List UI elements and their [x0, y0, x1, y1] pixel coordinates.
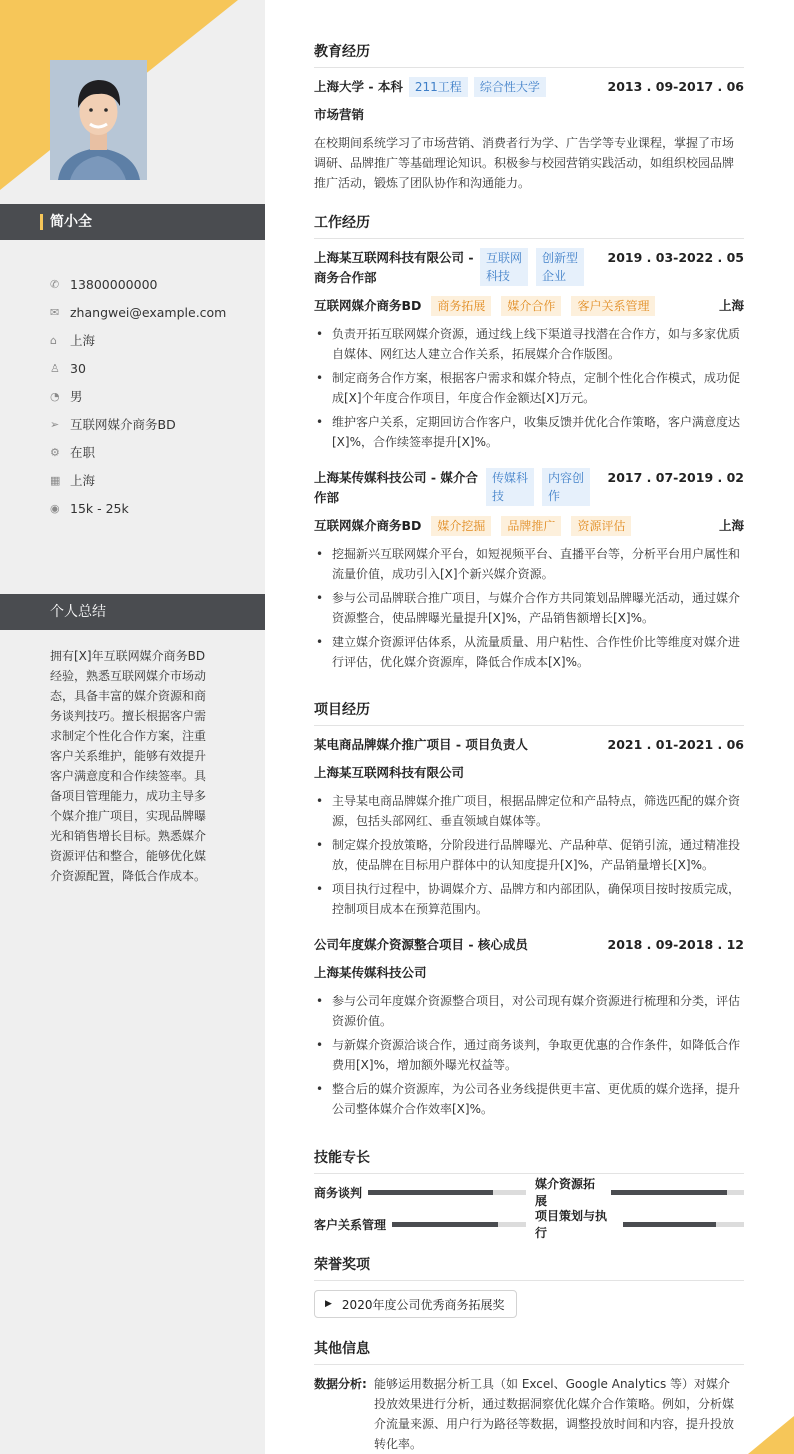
education-header — [314, 77, 744, 97]
info-gender — [50, 382, 250, 410]
contact-info-list — [50, 270, 250, 522]
info-target-city — [50, 466, 250, 494]
project-bullet: • 参与公司年度媒介资源整合项目，对公司现有媒介资源进行梳理和分类，评估资源价值。 — [314, 991, 744, 1031]
info-location — [50, 326, 250, 354]
company-tag — [480, 248, 528, 286]
skill-name: 媒介资源拓展 — [535, 1177, 596, 1208]
project-bullet: • 制定媒介投放策略，分阶段进行品牌曝光、产品种草、促销引流，通过精准投放，使品牌在目标用户群体中的认知度提升[X]%，产品销量增长[X]%。 — [314, 835, 744, 875]
job-role: 互联网媒介商务BD — [314, 518, 422, 533]
candidate-name: 简小全 — [50, 214, 92, 230]
skill-name: 商务谈判 — [314, 1185, 363, 1200]
tag-line: 内容创 — [548, 471, 585, 485]
info-text: zhangwei@example.com — [70, 304, 227, 320]
avatar — [50, 60, 147, 180]
name-bar — [0, 204, 265, 240]
info-email — [50, 298, 250, 326]
project-date: 2018 . 09-2018 . 12 — [607, 937, 744, 952]
major: 市场营销 — [314, 107, 365, 122]
school-tag: 综合性大学 — [474, 77, 546, 97]
sidebar — [0, 0, 265, 1454]
skill-bar — [368, 1190, 526, 1195]
age-icon: ♙ — [50, 361, 60, 375]
info-text: 男 — [70, 389, 83, 404]
summary-title: 个人总结 — [50, 604, 106, 620]
summary-title-bar — [0, 594, 265, 630]
other-text: 能够运用数据分析工具（如 Excel、Google Analytics 等）对媒介投放效果进行分析，通过数据洞察优化媒介合作策略。例如，分析媒介流量来源、用户行为路径等数据，调整投放时间和内容，提升投放转化率。 — [374, 1377, 735, 1451]
company-line: 上海某传媒科技公司 - 媒介合 — [314, 470, 478, 485]
job-header — [314, 248, 744, 288]
project-bullet: • 主导某电商品牌媒介推广项目，根据品牌定位和产品特点，筛选匹配的媒介资源，包括头部网红、垂直领域自媒体等。 — [314, 791, 744, 831]
company-tag — [486, 468, 534, 506]
tag-line: 企业 — [542, 269, 567, 283]
company-tag — [542, 468, 590, 506]
job-bullet: • 制定商务合作方案，根据客户需求和媒介特点，定制个性化合作模式，成功促成[X]个年度合作项目，年度合作金额达[X]万元。 — [314, 368, 744, 408]
building-icon: ▦ — [50, 473, 61, 487]
skill-tag: 资源评估 — [571, 516, 631, 536]
skill-bar-fill — [611, 1190, 726, 1195]
skill-item — [314, 1183, 526, 1201]
tag-line: 作 — [548, 489, 561, 503]
info-age — [50, 354, 250, 382]
job-bullet: • 建立媒介资源评估体系，从流量质量、用户粘性、合作性价比等维度对媒介进行评估，优化媒介资源库，降低合作成本[X]%。 — [314, 632, 744, 672]
company-line: 作部 — [314, 490, 340, 505]
mail-icon: ✉ — [50, 305, 60, 319]
award-item — [314, 1290, 517, 1318]
project-company: 上海某互联网科技有限公司 — [314, 765, 465, 780]
corner-decoration-bottom — [748, 1416, 794, 1454]
project-bullet: • 项目执行过程中，协调媒介方、品牌方和内部团队，确保项目按时按质完成，控制项目成本在预算范围内。 — [314, 879, 744, 919]
tag-line: 科技 — [486, 269, 511, 283]
project-date: 2021 . 01-2021 . 06 — [607, 737, 744, 752]
education-desc: 在校期间系统学习了市场营销、消费者行为学、广告学等专业课程，掌握了市场调研、品牌推广等基础理论知识。积极参与校园营销实践活动，如组织校园品牌推广活动，锻炼了团队协作和沟通能力。 — [314, 136, 735, 190]
info-text: 上海 — [70, 333, 96, 348]
skill-tag: 品牌推广 — [501, 516, 561, 536]
info-status — [50, 438, 250, 466]
project-company: 上海某传媒科技公司 — [314, 965, 427, 980]
job-bullet: • 参与公司品牌联合推广项目，与媒介合作方共同策划品牌曝光活动，通过媒介资源整合，使品牌曝光量提升[X]%，产品销售额增长[X]%。 — [314, 588, 744, 628]
school-tag: 211工程 — [409, 77, 468, 97]
job-bullet: • 负责开拓互联网媒介资源，通过线上线下渠道寻找潜在合作方，如与多家优质自媒体、网红达人建立合作关系，拓展媒介合作版图。 — [314, 324, 744, 364]
phone-icon: ✆ — [50, 277, 60, 291]
other-title: 其他信息 — [314, 1338, 744, 1365]
job-bullet: • 维护客户关系，定期回访合作客户，收集反馈并优化合作策略，客户满意度达[X]%，合作续签率提升[X]%。 — [314, 412, 744, 452]
skill-bar-fill — [368, 1190, 493, 1195]
education-date: 2013 . 09-2017 . 06 — [607, 79, 744, 94]
tag-line: 创新型 — [542, 251, 579, 265]
company-tag — [536, 248, 584, 286]
skills-title: 技能专长 — [314, 1147, 744, 1174]
project-name: 某电商品牌媒介推广项目 - 项目负责人 — [314, 737, 528, 752]
project-header — [314, 735, 744, 755]
tag-line: 传媒科 — [492, 471, 529, 485]
job-role: 互联网媒介商务BD — [314, 298, 422, 313]
skill-item — [535, 1177, 744, 1208]
tag-line: 技 — [492, 489, 505, 503]
info-text: 15k - 25k — [70, 500, 129, 516]
skill-tag: 媒介合作 — [501, 296, 561, 316]
awards-title: 荣誉奖项 — [314, 1254, 744, 1281]
job-company — [314, 468, 478, 508]
skill-tag: 商务拓展 — [431, 296, 491, 316]
info-text: 在职 — [70, 445, 96, 460]
school-name: 上海大学 - 本科 — [314, 79, 403, 94]
company-line: 上海某互联网科技有限公司 - — [314, 250, 474, 265]
play-triangle-icon: ▶ — [325, 1299, 332, 1309]
job-date: 2019 . 03-2022 . 05 — [607, 250, 744, 265]
skill-item — [314, 1215, 526, 1233]
tag-line: 互联网 — [486, 251, 523, 265]
job-role-row — [314, 296, 744, 316]
home-icon: ⌂ — [50, 333, 57, 347]
skill-bar — [623, 1222, 744, 1227]
skill-tag: 客户关系管理 — [571, 296, 655, 316]
project-name: 公司年度媒介资源整合项目 - 核心成员 — [314, 937, 528, 952]
gender-icon: ◔ — [50, 389, 60, 403]
job-company — [314, 248, 474, 288]
send-icon: ➢ — [50, 417, 60, 431]
info-salary — [50, 494, 250, 522]
job-bullet: • 挖掘新兴互联网媒介平台，如短视频平台、直播平台等，分析平台用户属性和流量价值，成功引入[X]个新兴媒介资源。 — [314, 544, 744, 584]
info-text: 13800000000 — [70, 276, 158, 292]
job-role-row — [314, 516, 744, 536]
info-text: 30 — [70, 360, 86, 376]
skill-bar — [611, 1190, 744, 1195]
skill-name: 客户关系管理 — [314, 1217, 387, 1232]
company-line: 商务合作部 — [314, 270, 377, 285]
skill-bar-fill — [392, 1222, 498, 1227]
skill-bar-fill — [623, 1222, 716, 1227]
status-icon: ⚙ — [50, 445, 60, 459]
skill-tag: 媒介挖掘 — [431, 516, 491, 536]
job-city: 上海 — [718, 298, 744, 313]
info-phone — [50, 270, 250, 298]
job-date: 2017 . 07-2019 . 02 — [607, 470, 744, 485]
skill-bar — [392, 1222, 526, 1227]
info-text: 上海 — [70, 473, 96, 488]
award-text: 2020年度公司优秀商务拓展奖 — [341, 1297, 505, 1312]
job-city: 上海 — [718, 518, 744, 533]
project-header — [314, 935, 744, 955]
job-header — [314, 468, 744, 508]
summary-text: 拥有[X]年互联网媒介商务BD经验，熟悉互联网媒介市场动态，具备丰富的媒介资源和商务谈判技巧。擅长根据客户需求制定个性化合作方案，注重客户关系维护，能够有效提升客户满意度和合作续签率。具备项目管理能力，成功主导多个媒介推广项目，实现品牌曝光和销售增长目标。熟悉媒介资源评估和整合，能够优化媒介资源配置，降低合作成本。 — [50, 649, 207, 883]
info-target-job — [50, 410, 250, 438]
work-title: 工作经历 — [314, 212, 744, 239]
skill-item — [535, 1209, 744, 1240]
project-bullet: • 整合后的媒介资源库，为公司各业务线提供更丰富、更优质的媒介选择，提升公司整体媒介合作效率[X]%。 — [314, 1079, 744, 1119]
avatar-illustration — [50, 60, 147, 180]
salary-icon: ◉ — [50, 501, 60, 515]
info-text: 互联网媒介商务BD — [70, 417, 176, 432]
projects-title: 项目经历 — [314, 699, 744, 726]
other-info — [314, 1374, 744, 1454]
education-title: 教育经历 — [314, 41, 744, 68]
project-bullet: • 与新媒介资源洽谈合作，通过商务谈判，争取更优惠的合作条件，如降低合作费用[X]%，增加额外曝光权益等。 — [314, 1035, 744, 1075]
skill-name: 项目策划与执行 — [535, 1209, 608, 1240]
other-label: 数据分析: — [314, 1377, 367, 1391]
